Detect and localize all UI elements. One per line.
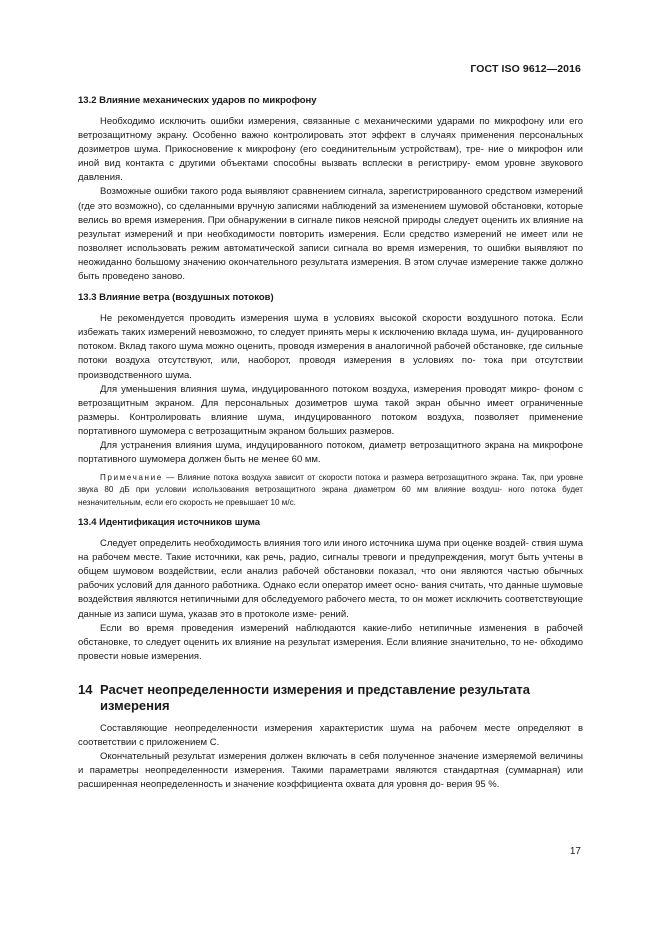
note-text: — Влияние потока воздуха зависит от скорости потока и размера ветрозащитного экрана. Так, при уровне звука 80 дБ при условии использования ветрозащитного экрана диаметром 60 мм влияние воздуш- ного потока будет незначительным, если его скорость не превышает 10 м/с.	[78, 473, 583, 507]
section-title-text: Расчет неопределенности измерения и представление результата измерения	[100, 681, 530, 714]
section-14-title	[78, 682, 583, 715]
subsection-13-4-title: 13.4 Идентификация источников шума	[78, 517, 261, 529]
subsection-13-3-title: 13.3 Влияние ветра (воздушных потоков)	[78, 292, 274, 304]
subsection-13-2-title: 13.2 Влияние механических ударов по микрофону	[78, 95, 317, 106]
paragraph: Если во время проведения измерений наблюдаются какие-либо нетипичные изменения в рабочей обстановке, то следует оценить их влияние на результат измерения. Если влияние значительно, то не- обходимо провести новые измерения.	[78, 622, 583, 662]
page-number: 17	[569, 846, 581, 857]
page-content	[78, 94, 583, 792]
note-label: Примечание	[100, 473, 163, 483]
paragraph: Не рекомендуется проводить измерения шума в условиях высокой скорости воздушного потока. Если избежать таких измерений невозможно, то следует принять меры к исключению вклада шума, ин- дуцированного потоком. Вклад такого шума можно оценить, проводя измерения в аналогичной рабочей обстановке, где сильные потоки воздуха отсутствуют, или, наоборот, проводя измерения в условиях по- тока при отсутствии производственного шума.	[78, 313, 583, 381]
paragraph: Следует определить необходимость влияния того или иного источника шума при оценке воздей- ствия шума на рабочем месте. Такие источники, как речь, радио, сигналы тревоги и предупреждения, могут быть учтены в общем шумовом воздействии, если анализ рабочей обстановки показал, что они являются частью обычных рабочих условий для данного работника. Однако если оператор имеет осно- вания считать, что данные шумовые воздействия являются нетипичными для обследуемого рабочего места, то он может исключить соответствующие данные из записи шума, указав это в протоколе изме- рений.	[78, 538, 583, 620]
document-standard-id: ГОСТ ISO 9612—2016	[470, 63, 581, 75]
paragraph: Окончательный результат измерения должен включать в себя полученное значение измеряемой величины и параметры неопределенности измерения. Такими параметрами являются стандартная (суммарная) или расширенная неопределенность и значение коэффициента охвата для уровня до- верия 95 %.	[78, 751, 583, 791]
paragraph: Для уменьшения влияния шума, индуцированного потоком воздуха, измерения проводят микро- фоном с ветрозащитным экраном. Для персональных дозиметров шума такой экран обычно имеет ограниченные размеры. Контролировать влияние шума, индуцированного потоком воздуха, позволяет применение портативного шумомера с ветрозащитным экраном больших размеров.	[78, 383, 583, 437]
section-number: 14	[78, 681, 93, 697]
paragraph: Составляющие неопределенности измерения характеристик шума на рабочем месте определяют в соответствии с приложением C.	[78, 722, 583, 748]
paragraph: Для устранения влияния шума, индуцированного потоком, диаметр ветрозащитного экрана на микрофоне портативного шумомера должен быть не менее 60 мм.	[78, 439, 583, 466]
paragraph: Необходимо исключить ошибки измерения, связанные с механическими ударами по микрофону или его ветрозащитному экрану. Особенно важно контролировать этот эффект в случаях применения персональных дозиметров шума. Прикосновение к микрофону (его соединительным устройствам), тре- ние о микрофон или иной вид контакта с другими объектами способны вызвать всплески в регистриру- емом уровне звукового давления.	[78, 116, 583, 184]
note	[78, 472, 583, 509]
paragraph: Возможные ошибки такого рода выявляют сравнением сигнала, зарегистрированного средством измерений (где это возможно), со сделанными вручную записями наблюдений за изменением шумовой обстановки, которые велись во время измерения. При обнаружении в сигнале пиков неясной природы следует оценить их влияние на результат измерений и при необходимости повторить измерения. Если средство измерений не имеет или не позволяет использовать режим автоматической записи сигнала во время измерения, то ошибки выявляют по неожиданно большому значению окончательного результата измерения. В этом случае измерение также должно быть проведено заново.	[78, 186, 583, 283]
